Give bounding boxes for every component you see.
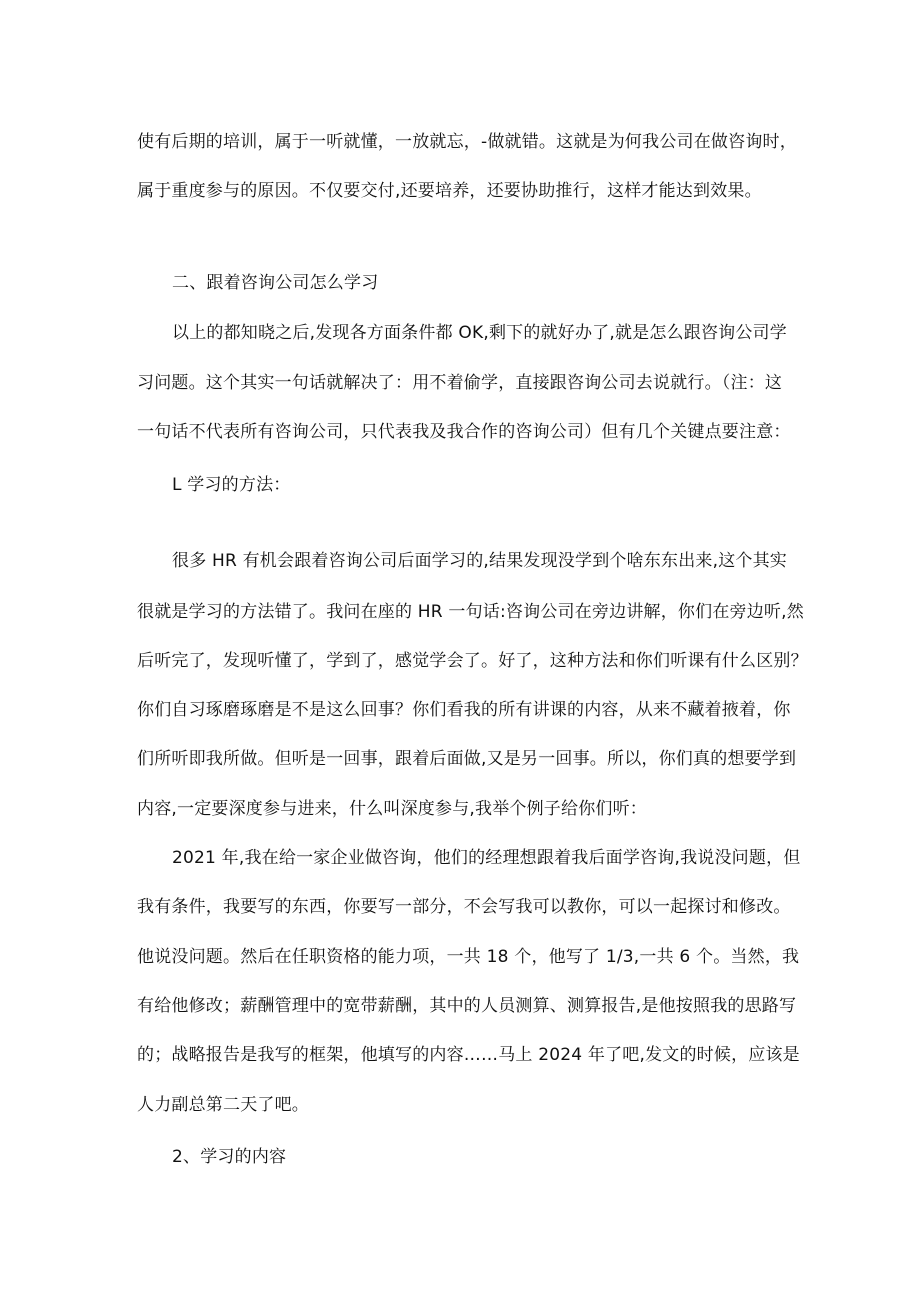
paragraph-line-4: 习问题。这个其实一句话就解决了：用不着偷学，直接跟咨询公司去说就行。（注：这: [137, 373, 783, 393]
paragraph-line-1: 使有后期的培训，属于一听就懂，一放就忘，-做就错。这就是为何我公司在做咨询时，: [137, 132, 797, 152]
paragraph-line-15: 有给他修改；薪酬管理中的宽带薪酬，其中的人员测算、测算报告,是他按照我的思路写: [137, 996, 797, 1016]
paragraph-line-9: 你们自习琢磨琢磨是不是这么回事？你们看我的所有讲课的内容，从来不藏着掖着，你: [137, 700, 791, 720]
paragraph-line-13: 我有条件，我要写的东西，你要写一部分，不会写我可以教你，可以一起探讨和修改。: [137, 897, 791, 917]
paragraph-line-12: 2021 年,我在给一家企业做咨询，他们的经理想跟着我后面学咨询,我说没问题，但: [172, 848, 801, 868]
paragraph-line-3: 以上的都知晓之后,发现各方面条件都 OK,剩下的就好办了,就是怎么跟咨询公司学: [172, 323, 787, 343]
paragraph-line-2: 属于重度参与的原因。不仅要交付,还要培养，还要协助推行，这样才能达到效果。: [137, 181, 762, 201]
section-heading-2: 二、跟着咨询公司怎么学习: [172, 273, 379, 293]
paragraph-line-11: 内容,一定要深度参与进来，什么叫深度参与,我举个例子给你们听：: [137, 799, 648, 819]
paragraph-line-10: 们所听即我所做。但听是一回事，跟着后面做,又是另一回事。所以，你们真的想要学到: [137, 749, 797, 769]
paragraph-line-8: 后听完了，发现听懂了，学到了，感觉学会了。好了，这种方法和你们听课有什么区别？: [137, 651, 808, 671]
paragraph-line-14: 他说没问题。然后在任职资格的能力项，一共 18 个，他写了 1/3,一共 6 个。当然，我: [137, 947, 800, 967]
paragraph-line-16: 的；战略报告是我写的框架，他填写的内容……马上 2024 年了吧,发文的时候，应该是: [137, 1045, 800, 1065]
paragraph-line-5: 一句话不代表所有咨询公司，只代表我及我合作的咨询公司）但有几个关键点要注意：: [137, 422, 791, 442]
paragraph-line-17: 人力副总第二天了吧。: [137, 1095, 309, 1115]
subheading-content: 2、学习的内容: [172, 1147, 287, 1167]
subheading-method: L 学习的方法：: [172, 475, 291, 495]
paragraph-line-6: 很多 HR 有机会跟着咨询公司后面学习的,结果发现没学到个啥东东出来,这个其实: [172, 551, 788, 571]
paragraph-line-7: 很就是学习的方法错了。我问在座的 HR 一句话:咨询公司在旁边讲解，你们在旁边听,然: [137, 602, 804, 622]
